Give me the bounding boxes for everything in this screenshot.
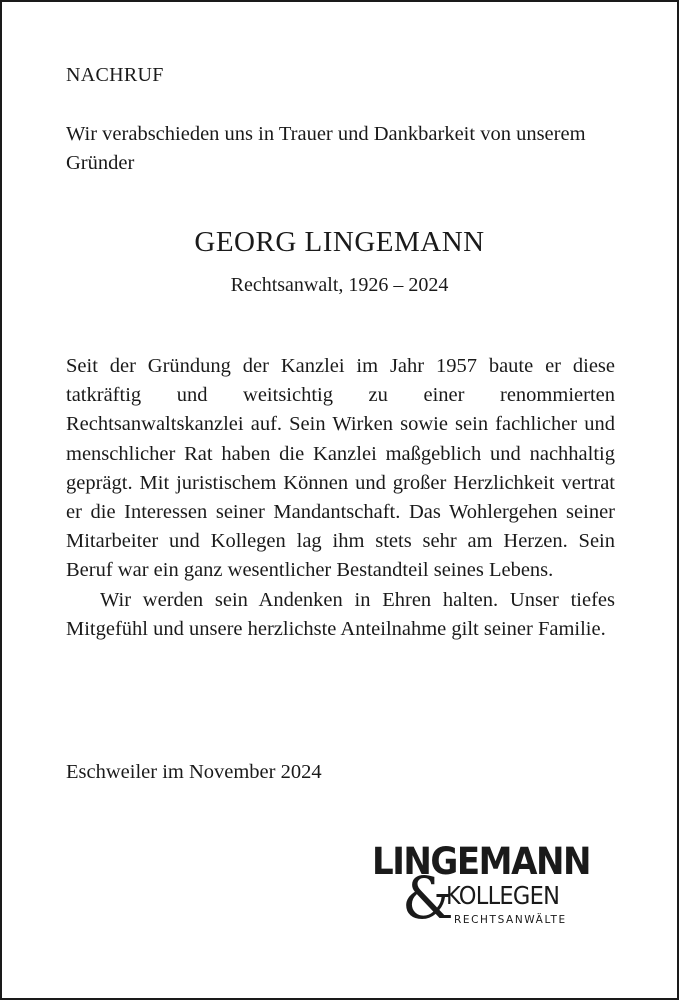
- body-paragraph: Wir werden sein Andenken in Ehren halten. Unser tiefes Mitgefühl und unsere herzlichste Anteilnahme gilt seiner Familie.: [66, 588, 615, 640]
- obituary-body: [66, 352, 615, 644]
- deceased-role-dates: Rechtsanwalt, 1926 – 2024: [230, 274, 449, 296]
- logo-tagline: RECHTSANWÄLTE: [454, 914, 567, 926]
- logo-main-text: LINGEMANN: [372, 840, 590, 883]
- notice-heading: NACHRUF: [66, 64, 164, 86]
- body-paragraph: Seit der Gründung der Kanzlei im Jahr 1957 baute er diese tatkräftig und weitsichtig zu einer renommierten Rechtsanwaltskanzlei auf. Sein Wirken sowie sein fachlicher und menschlicher Rat haben die Kanzlei maßgeblich und nachhaltig geprägt. Mit juristischem Können und großer Herzlichkeit vertrat er die Interessen seiner Mandantschaft. Das Wohlergehen seiner Mitarbeiter und Kollegen lag ihm stets sehr am Herzen. Sein Beruf war ein ganz wesentlicher Bestandteil seines Lebens.: [66, 355, 615, 582]
- intro-text: Wir verabschieden uns in Trauer und Dankbarkeit von unserem Gründer: [66, 123, 586, 174]
- logo-sub-text: KOLLEGEN: [446, 881, 560, 910]
- firm-logo: [372, 840, 622, 940]
- place-date: Eschweiler im November 2024: [66, 761, 322, 783]
- logo-ampersand: &: [402, 864, 454, 932]
- deceased-name: GEORG LINGEMANN: [194, 226, 485, 258]
